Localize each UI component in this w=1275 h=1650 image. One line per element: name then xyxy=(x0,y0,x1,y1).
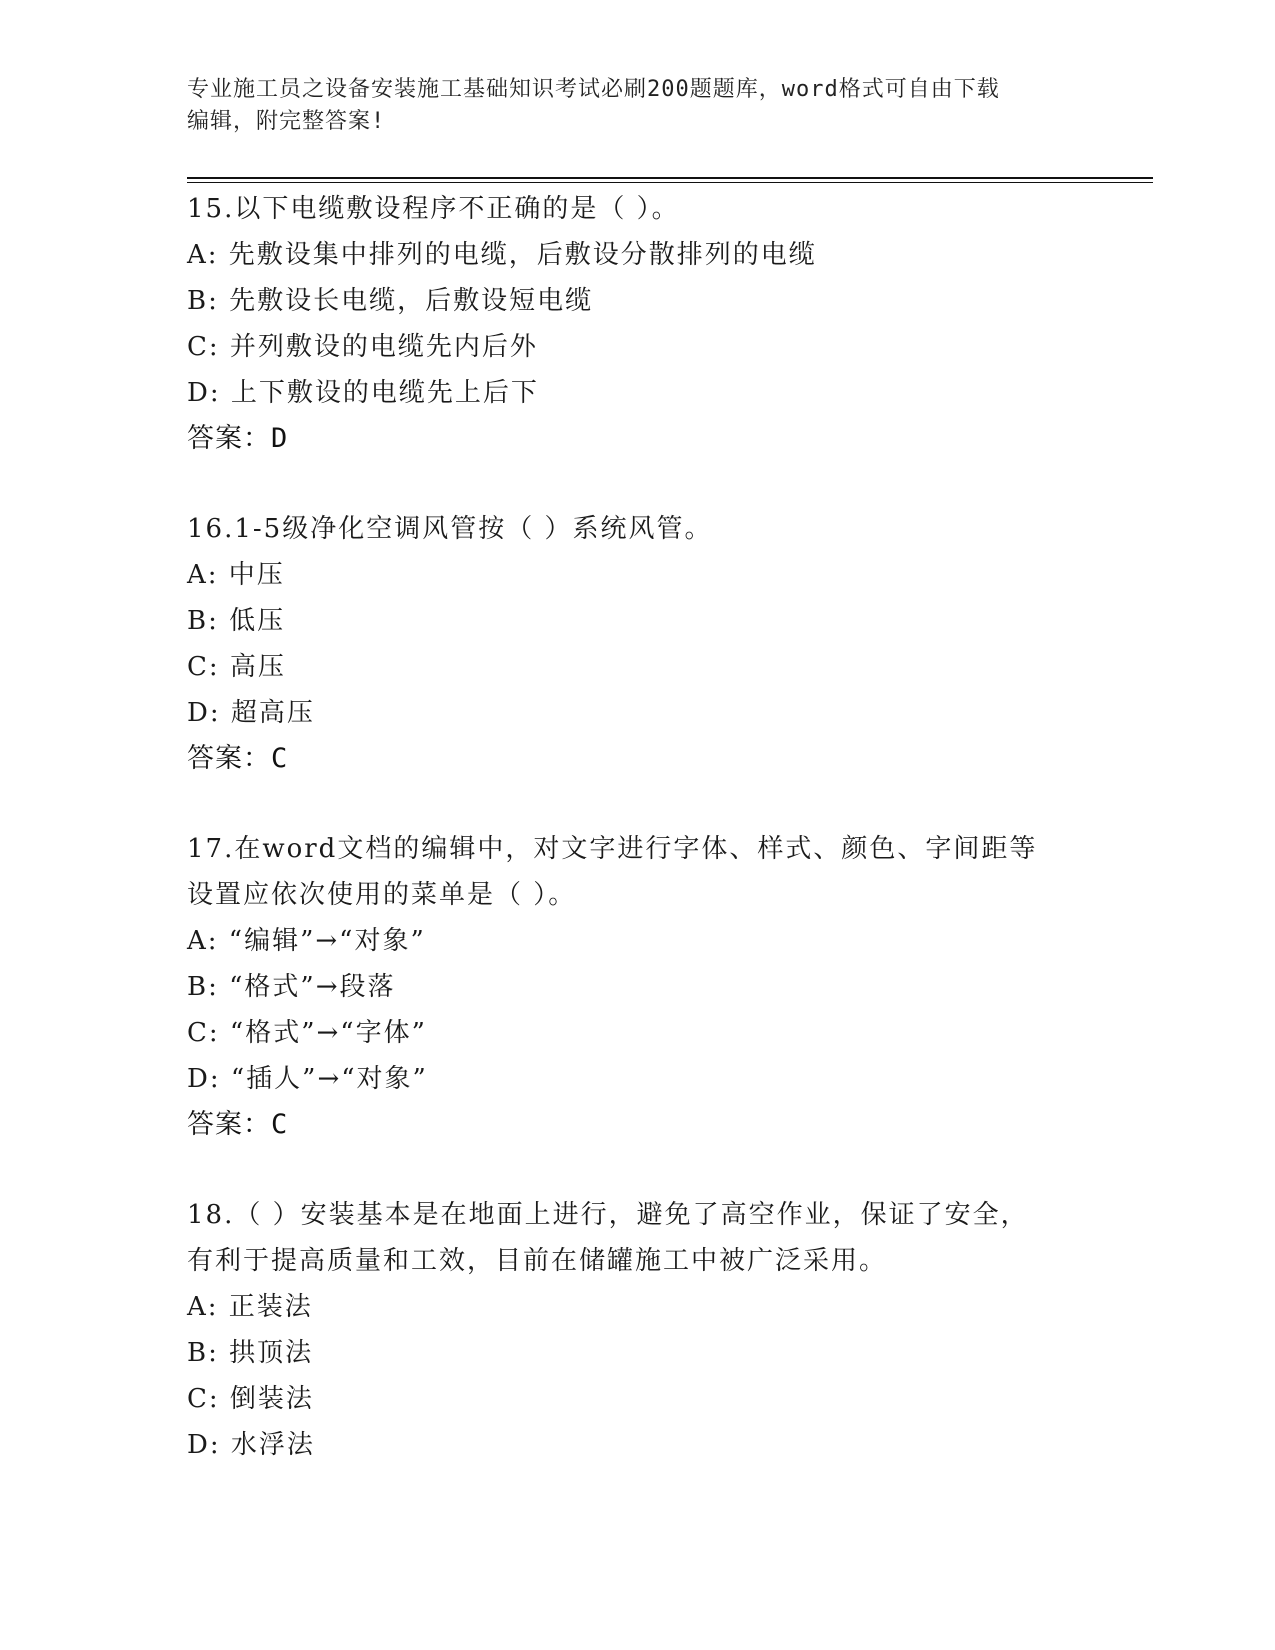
option-a: A: 先敷设集中排列的电缆，后敷设分散排列的电缆 xyxy=(187,240,817,270)
question-18 xyxy=(187,1192,1127,1468)
option-c: C: “格式”→“字体” xyxy=(187,1018,427,1048)
option-b: B: “格式”→段落 xyxy=(187,972,396,1002)
question-list xyxy=(187,186,1127,1468)
option-c: C: 高压 xyxy=(187,652,286,682)
question-stem-continued: 有利于提高质量和工效，目前在储罐施工中被广泛采用。 xyxy=(187,1246,888,1276)
document-header xyxy=(187,74,1067,138)
answer-label: 答案：C xyxy=(187,743,289,774)
option-d: D: 水浮法 xyxy=(187,1430,315,1460)
answer-label: 答案：D xyxy=(187,423,289,454)
question-15 xyxy=(187,186,1127,462)
question-stem-continued: 设置应依次使用的菜单是（ ）。 xyxy=(187,880,577,910)
option-c: C: 并列敷设的电缆先内后外 xyxy=(187,332,538,362)
option-b: B: 先敷设长电缆，后敷设短电缆 xyxy=(187,286,594,316)
answer-label: 答案：C xyxy=(187,1109,289,1140)
header-line-2: 编辑，附完整答案! xyxy=(187,109,386,134)
question-16 xyxy=(187,506,1127,782)
option-c: C: 倒装法 xyxy=(187,1384,314,1414)
option-a: A: 正装法 xyxy=(187,1292,313,1322)
header-line-1: 专业施工员之设备安装施工基础知识考试必刷200题题库，word格式可自由下载 xyxy=(187,77,1000,102)
question-stem: 17.在word文档的编辑中，对文字进行字体、样式、颜色、字间距等 xyxy=(187,834,1038,864)
question-stem: 18.（ ）安装基本是在地面上进行，避免了高空作业，保证了安全， xyxy=(187,1200,1029,1230)
option-b: B: 拱顶法 xyxy=(187,1338,314,1368)
option-a: A: “编辑”→“对象” xyxy=(187,926,426,956)
header-divider xyxy=(187,177,1153,183)
option-b: B: 低压 xyxy=(187,606,286,636)
question-stem: 16.1-5级净化空调风管按（ ）系统风管。 xyxy=(187,514,713,544)
question-stem: 15.以下电缆敷设程序不正确的是（ ）。 xyxy=(187,194,680,224)
option-d: D: 上下敷设的电缆先上后下 xyxy=(187,378,539,408)
option-d: D: “插人”→“对象” xyxy=(187,1064,428,1094)
option-a: A: 中压 xyxy=(187,560,285,590)
question-17 xyxy=(187,826,1127,1148)
option-d: D: 超高压 xyxy=(187,698,315,728)
